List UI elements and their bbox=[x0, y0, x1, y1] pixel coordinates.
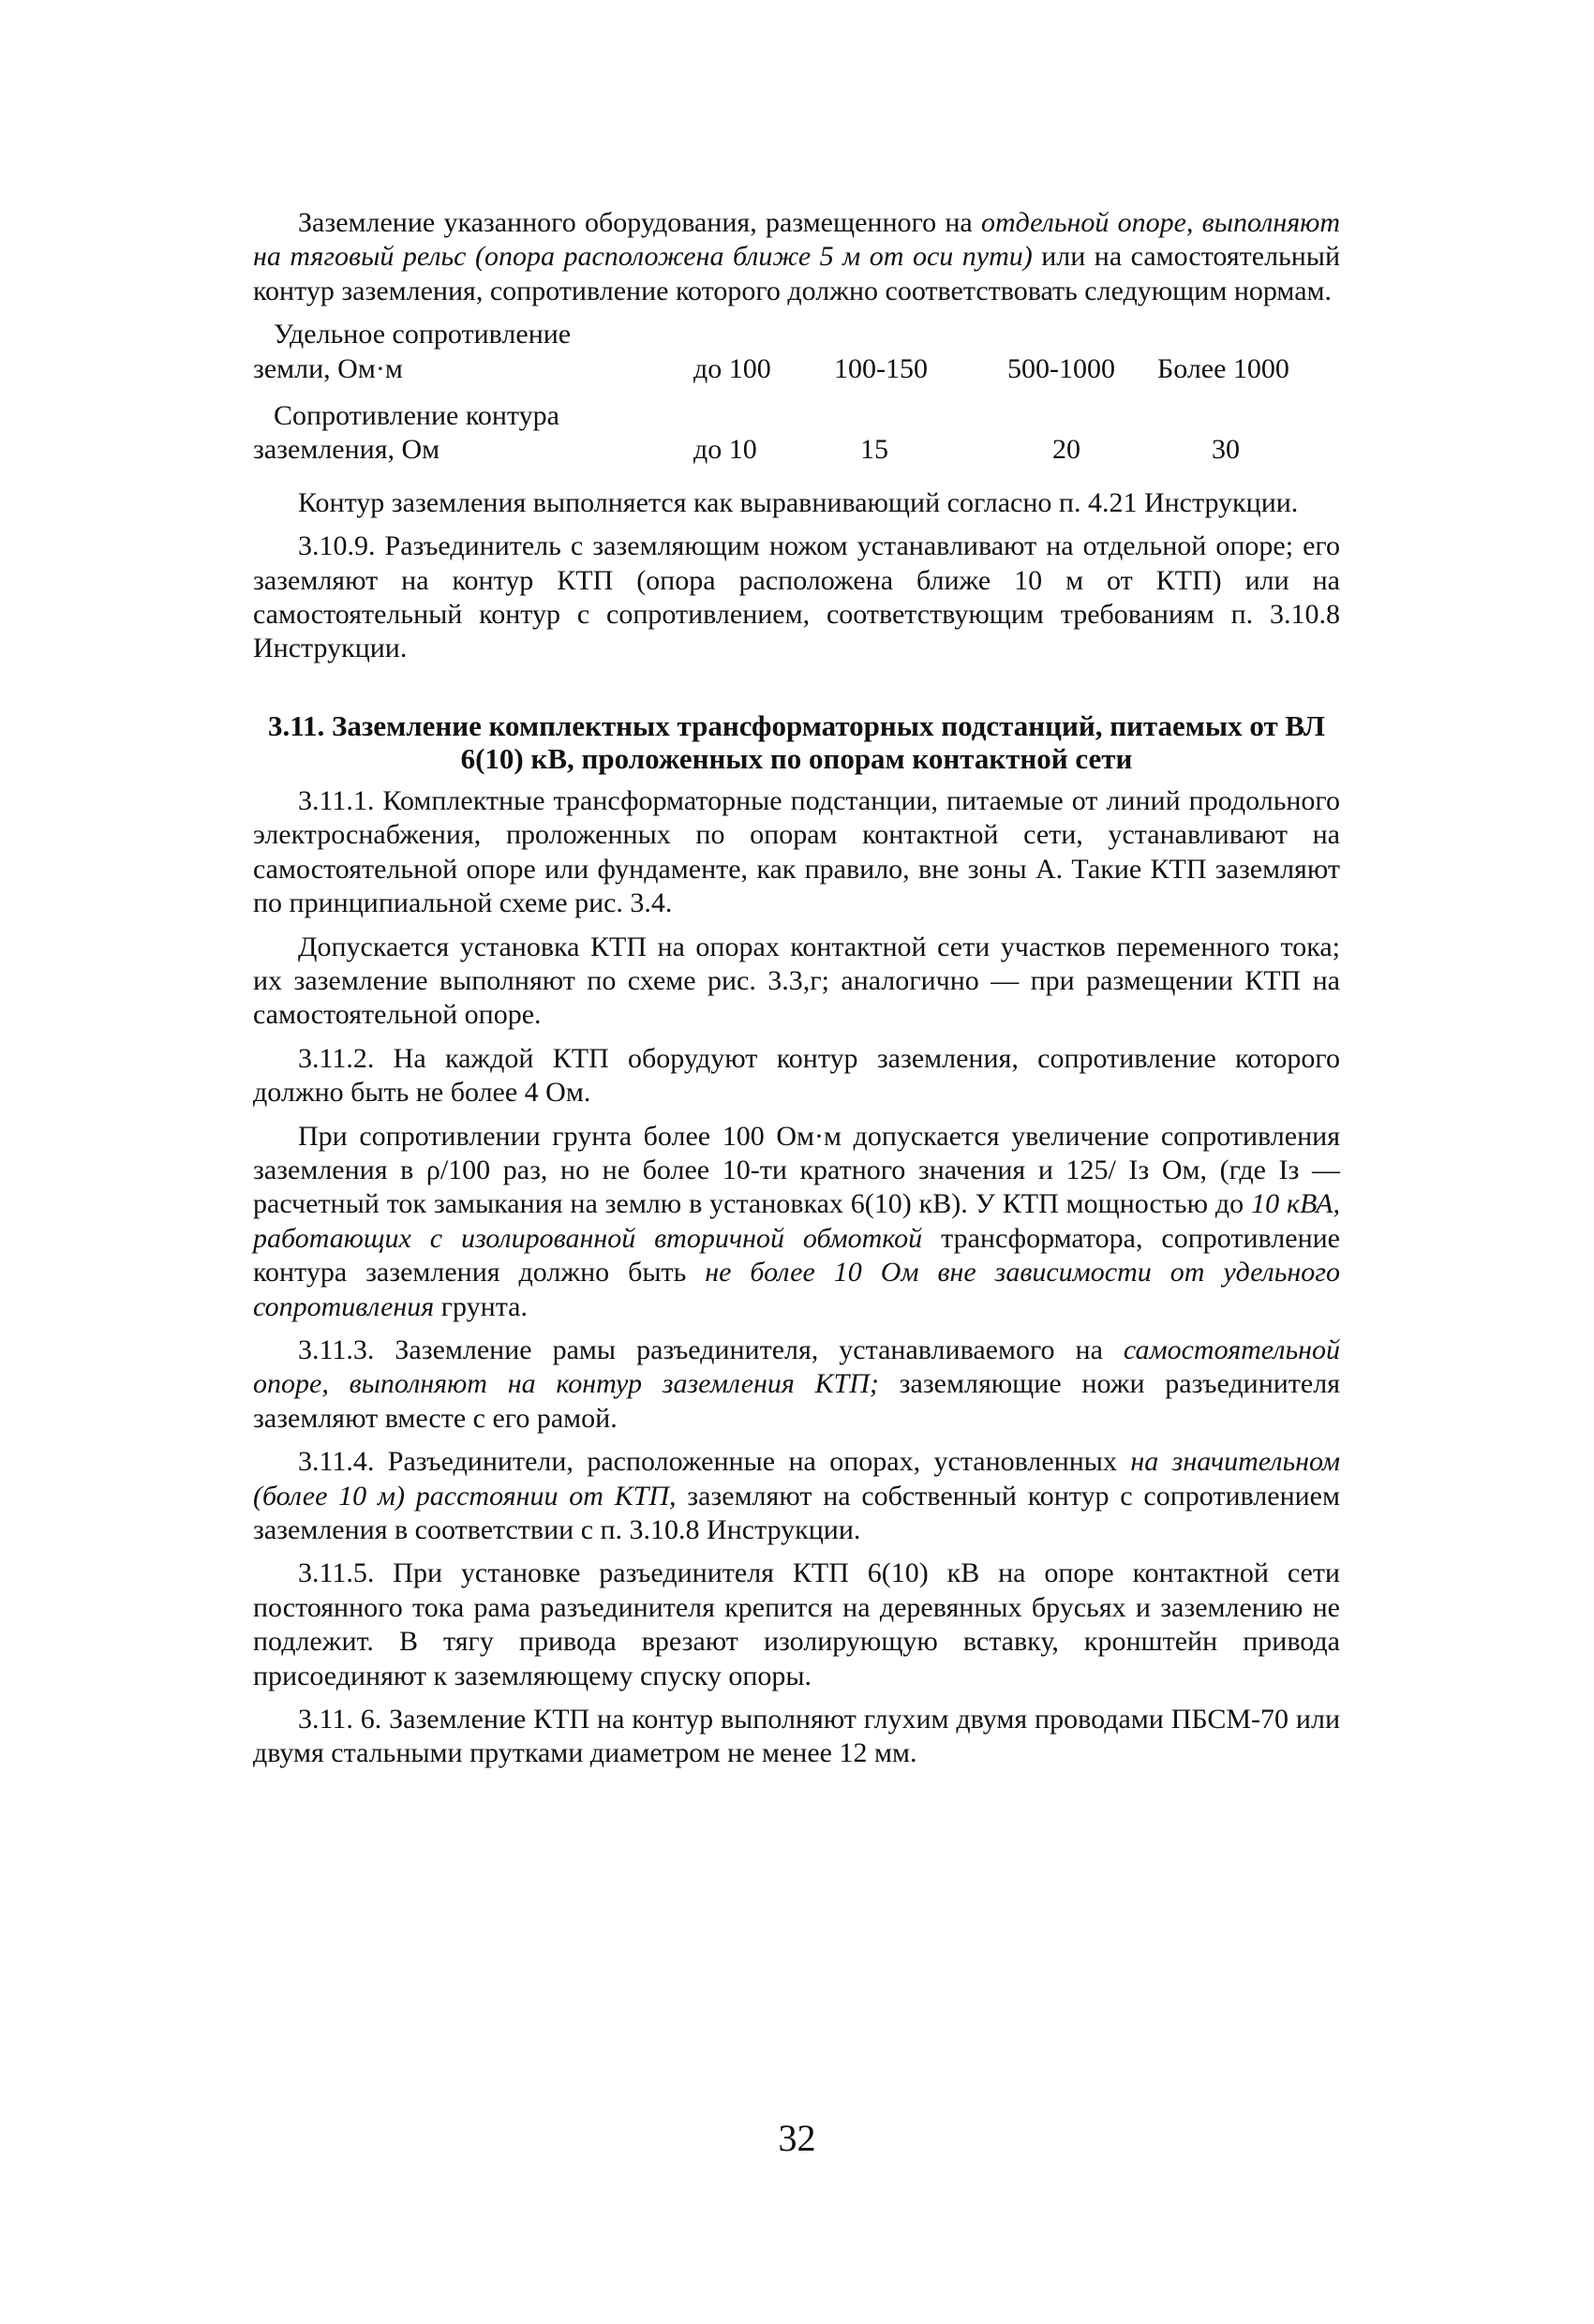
norms-cell: 15 bbox=[860, 434, 888, 466]
italic-text: не более 10 Ом вне зависимости от удельного сопротивления bbox=[253, 1257, 1341, 1322]
text-part: 3.11.3. Заземление рамы разъединителя, устанавливаемого на bbox=[298, 1333, 1124, 1365]
text-part: грунта. bbox=[434, 1290, 528, 1322]
norms-cell: до 10 bbox=[693, 434, 757, 466]
page-number: 32 bbox=[778, 2117, 816, 2159]
paragraph-soil-resistance bbox=[253, 1120, 1340, 1324]
norms-table bbox=[253, 318, 1340, 468]
norms-cell: 500-1000 bbox=[1007, 352, 1115, 384]
label-line: земли, Ом·м bbox=[253, 352, 403, 384]
label-line: заземления, Ом bbox=[253, 434, 440, 466]
text-part: При сопротивлении грунта более 100 Ом·м допускается увеличение сопротивления заземления в ρ/100 раз, но не более 10-ти кратного значения и 125/ Iз Ом, (где Iз — расчетный ток замыкания на землю в установках 6(10) кВ). У КТП мощностью до bbox=[253, 1120, 1340, 1220]
paragraph-3-10-9: 3.10.9. Разъединитель с заземляющим ножом устанавливают на отдельной опоре; его заземляют на контур КТП (опора расположена ближе 10 м от КТП) или на самостоятельный контур с сопротивлением, соответствующим требованиям п. 3.10.8 Инструкции. bbox=[253, 530, 1340, 664]
norms-row-label bbox=[253, 399, 693, 468]
paragraph-allowance: Допускается установка КТП на опорах контактной сети участков переменного тока; их заземление выполняют по схеме рис. 3.3,г; аналогично — при размещении КТП на самостоятельной опоре. bbox=[253, 931, 1340, 1031]
norms-row-label bbox=[253, 318, 693, 386]
text-part: 3.11.4. Разъединители, расположенные на опорах, установленных bbox=[298, 1446, 1131, 1478]
intro-italic-text: отдельной опоре, выполняют на тяговый рельс (опора расположена ближе 5 м от оси пути) bbox=[253, 207, 1340, 273]
paragraph-3-11-6: 3.11. 6. Заземление КТП на контур выполняют глухим двумя проводами ПБСМ-70 или двумя стальными прутками диаметром не менее 12 мм. bbox=[253, 1704, 1340, 1769]
norms-row-soil bbox=[253, 318, 1340, 386]
paragraph-3-11-4 bbox=[253, 1445, 1340, 1547]
italic-text: 10 кВА, работающих с изолированной вторичной обмоткой bbox=[253, 1188, 1340, 1254]
norms-cell: Более 1000 bbox=[1157, 352, 1289, 384]
paragraph-3-11-5: 3.11.5. При установке разъединителя КТП 6(10) кВ на опоре контактной сети постоянного тока рама разъединителя крепится на деревянных брусьях и заземлению не подлежит. В тягу привода врезают изолирующую вставку, кронштейн привода присоединяют к заземляющему спуску опоры. bbox=[253, 1557, 1340, 1691]
text-part: трансформатора, сопротивление контура заземления должно быть bbox=[253, 1222, 1341, 1289]
label-line: Удельное сопротивление bbox=[274, 319, 572, 350]
italic-text: на значительном (более 10 м) расстоянии от КТП, bbox=[253, 1446, 1340, 1512]
norms-cell: 20 bbox=[1052, 434, 1080, 466]
text-part: заземляют на собственный контур с сопротивлением заземления в соответствии с п. 3.10.8 Инструкции. bbox=[253, 1480, 1340, 1545]
intro-text-part: Заземление указанного оборудования, размещенного на bbox=[298, 207, 981, 238]
paragraph-3-11-2: 3.11.2. На каждой КТП оборудуют контур заземления, сопротивление которого должно быть не более 4 Ом. bbox=[253, 1042, 1340, 1109]
label-line: Сопротивление контура bbox=[274, 400, 559, 432]
text-part: заземляющие ножи разъединителя заземляют вместе с его рамой. bbox=[253, 1368, 1340, 1434]
paragraph-3-11-1: 3.11.1. Комплектные трансформаторные подстанции, питаемые от линий продольного электроснабжения, проложенных по опорам контактной сети, устанавливают на самостоятельной опоре или фундаменте, как правило, вне зоны А. Такие КТП заземляют по принципиальной схеме рис. 3.4. bbox=[253, 784, 1340, 919]
page-content bbox=[253, 206, 1340, 1780]
italic-text: самостоятельной опоре, выполняют на контур заземления КТП; bbox=[253, 1333, 1340, 1400]
norms-row-contour bbox=[253, 399, 1340, 468]
norms-cell: до 100 bbox=[693, 352, 771, 384]
norms-cell: 30 bbox=[1212, 434, 1240, 466]
intro-text-part: или на самостоятельный контур заземления, сопротивление которого должно соответствовать следующим нормам. bbox=[253, 241, 1341, 306]
norms-cell: 100-150 bbox=[834, 352, 928, 384]
intro-paragraph bbox=[253, 206, 1340, 308]
paragraph-contour: Контур заземления выполняется как выравнивающий согласно п. 4.21 Инструкции. bbox=[298, 486, 1299, 518]
section-heading: 3.11. Заземление комплектных трансформаторных подстанций, питаемых от ВЛ 6(10) кВ, проложенных по опорам контактной сети bbox=[267, 708, 1326, 775]
paragraph-3-11-3 bbox=[253, 1333, 1340, 1436]
